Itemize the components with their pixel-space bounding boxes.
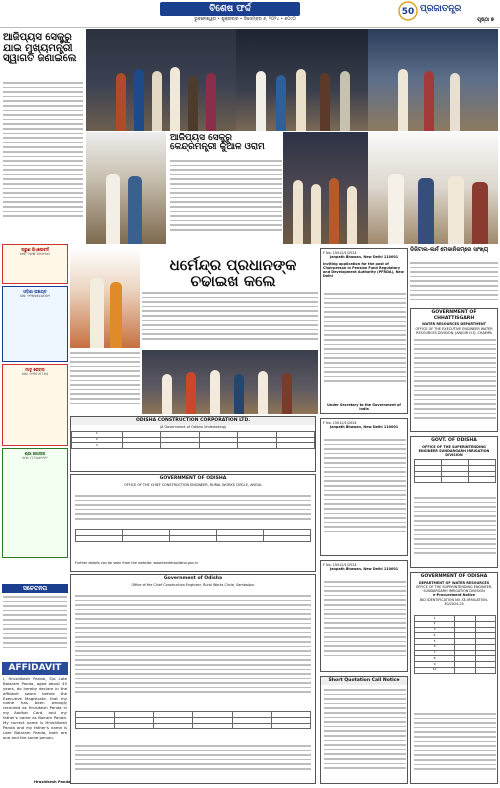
welcome-headline: ଆଜିପ୍ୟସ ସେକ୍ଟ୍ରୁ ଯାଇ ମୁଖ୍ୟମନ୍ତ୍ରୀ ସ୍ୱାଗତ ଜଣାଇଲେ — [3, 32, 77, 64]
go2-title: GOVERNMENT OF ODISHA — [420, 574, 488, 579]
rw2-table — [75, 711, 311, 729]
minister-headline: ଆଜିପ୍ୟସ ସେକ୍ଟ୍ରୁ କେନ୍ଦ୍ରମନ୍ତ୍ରୀ କୁଆଳ ଓରାମ — [170, 133, 265, 153]
page-number: ପୃଷ୍ଠା ୭ — [477, 17, 494, 23]
photo-dharmendra-crowd — [142, 350, 318, 414]
go2-bid-notice: e-Procurement Notice — [433, 593, 475, 598]
short-quotation-title: Short Quotation Call Notice — [321, 677, 407, 685]
digital-headline: ଡିଜିଟାଲ-ଲର୍ନ ମେକାନିଜମ୍‌ରେ ସାଂଖ୍ୟ — [410, 247, 489, 253]
photo-minister-2 — [283, 132, 368, 244]
jr-notice-1 — [320, 248, 408, 414]
dharmendra-story-col2 — [142, 292, 318, 348]
jr-notice-2: F No. 15012/1/2024 Janpath Bhawan, New Delhi 110001 — [320, 418, 408, 556]
go1-title: GOVT. OF ODISHA — [431, 438, 477, 443]
odisha-irrigation-notice-1 — [410, 436, 498, 568]
affidavit-signature: Hrushikesh Panda — [34, 780, 71, 784]
odisha-irrigation-notice-2 — [410, 572, 498, 784]
rw-angul-tender-notice — [70, 474, 316, 572]
logo-number: 50 — [401, 7, 415, 17]
cg-title: GOVERNMENT OF CHHATTISGARH — [431, 310, 477, 321]
cg-tender-notice — [410, 308, 498, 432]
jr1-title: Inviting application for the post of Chairperson in Pension Fund Regulatory and Development Authority (PFRDA), New Delhi — [323, 261, 404, 279]
section-subtitle: ଭୁବନେଶ୍ୱର • ଶୁକ୍ରବାର • ଡିସେମ୍ବର ୬, ୨୦୨୪ • ୬୦୯୦ — [194, 17, 296, 22]
jr1-office: Janpath Bhawan, New Delhi 110001 — [329, 255, 399, 260]
go2-bid-identification: BID IDENTIFICATION NO-SE-IRRIGATION-30/2024-25 — [419, 597, 489, 606]
rw-subtitle: OFFICE OF THE CHIEF CONSTRUCTION ENGINEER, RURAL WORKS CIRCLE, ANGUL — [124, 482, 262, 487]
rw-table — [75, 529, 311, 542]
go2-table: 1 2 3 4 5 6 7 8 9 10 — [414, 615, 496, 674]
welcome-story-body — [3, 82, 83, 232]
masthead — [0, 0, 500, 28]
classified-ad-3: ମାତୃ କେବଲ ମୋ: ୯୯୩୮୬୮୮୭୭ — [2, 364, 68, 446]
newspaper-name: ପ୍ରଜାତନ୍ତ୍ର — [420, 4, 462, 14]
affidavit-title: AFFIDAVIT — [2, 662, 68, 675]
photo-ceremony-1 — [86, 29, 236, 131]
go1-table — [414, 459, 496, 483]
ocpcl-subtitle: (A Government of Odisha Undertaking) — [159, 424, 227, 429]
photo-minister-3 — [368, 132, 498, 244]
go1-subtitle: OFFICE OF THE SUPERINTENDING ENGINEER SUNDARGARH IRRIGATION DIVISION — [418, 444, 490, 458]
cg-office: OFFICE OF THE EXECUTIVE ENGINEER WATER RESOURCES DIVISION, JANJGIR H.Q. CHAMPA — [415, 326, 493, 335]
classified-ad-2: ଓଡ଼ିଶା ପଞ୍ଚାୟତ ମୋ: ୯୯୩୭୫୪୪୦୦୨ — [2, 286, 68, 362]
short-quotation-notice — [320, 676, 408, 784]
jr1-header: F No. 15012/1/2024 — [323, 251, 357, 255]
ocpcl-table: 1 2 3 — [71, 431, 315, 449]
rw-note: Further details can be seen from the website: www.tendersodisha.gov.in — [75, 560, 198, 565]
classified-ads-column — [2, 244, 68, 582]
section-title: ବିଶେଷ ଫର୍ଦ୍ଦ — [160, 2, 300, 16]
rw-title: GOVERNMENT OF ODISHA — [159, 476, 227, 481]
minister-story-body — [170, 160, 282, 240]
photo-minister-1 — [86, 132, 166, 244]
ocpcl-title: ODISHA CONSTRUCTION CORPORATION LTD. — [71, 417, 315, 425]
cg-subtitle: WATER RESOURCES DEPARTMENT — [422, 322, 486, 327]
jr1-sign: Under Secretary to the Government of India — [327, 402, 401, 411]
ocpcl-tender-notice — [70, 416, 316, 472]
dharmendra-headline: ଧର୍ମେନ୍ଦ୍ର ପ୍ରଧାନଙ୍କ ଚଢାଇଖ କଲେ — [169, 256, 297, 290]
digital-story-body — [410, 262, 498, 306]
sachetana-banner: ସଚେତନତା — [2, 584, 68, 593]
affidavit-body: I, Hrushikesh Panda, S/o Late Balaram Panda, aged about 45 years, do hereby declare in the affidavit sworn before the Executive Magistrate, that my name has been wrongly recorded as Hrusikesh Panda in my Aadhar Card, and my father's name as Balram Panda. My correct name is Hrushikesh Panda and my father's name is Late Balaram Panda, both are one and the same person. — [3, 677, 67, 740]
anniversary-logo-icon — [395, 1, 421, 21]
go2-subtitle: DEPARTMENT OF WATER RESOURCES — [418, 580, 490, 585]
photo-ceremony-2 — [236, 29, 368, 131]
dharmendra-story-col1 — [70, 352, 140, 412]
go2-office: OFFICE OF THE SUPERINTENDING ENGINEER, SUNDARGARH IRRIGATION DIVISION — [415, 584, 493, 594]
classified-ad-4: ଶ୍ରୀ ଗୋଲାପ ମୋ: ୮୮୨୪୪୯୯୯୯ — [2, 448, 68, 558]
classified-ad-1: ଅରୁଣ ରିଏଲେଟର୍ସ ମୋ: ୯୪୩୮୪୨୦୯୦୦ — [2, 244, 68, 284]
rw-sambalpur-tender-notice — [70, 574, 316, 784]
sachetana-body — [3, 596, 67, 658]
photo-ceremony-3 — [368, 29, 498, 131]
jr-notice-3: F No. 15012/1/2024 Janpath Bhawan, New Delhi 110001 — [320, 560, 408, 672]
photo-dharmendra-stage — [70, 248, 140, 348]
rw2-subtitle: Office of the Chief Construction Engineer, Rural Works Circle, Sambalpur — [131, 582, 255, 587]
rw2-title: Government of Odisha — [163, 576, 223, 581]
